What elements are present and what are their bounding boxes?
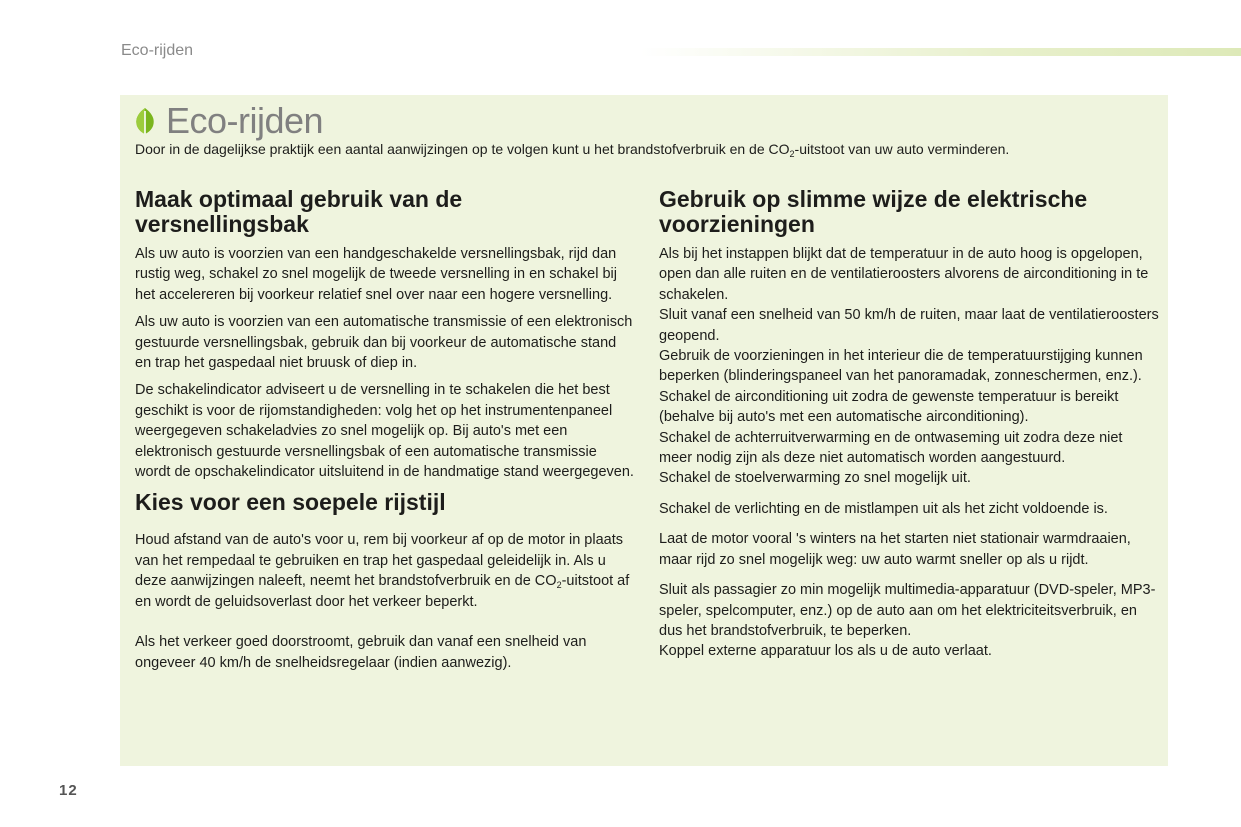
driving-style-text-end: -uitstoot af en wordt de geluidsoverlast door het verkeer beperkt. — [135, 573, 630, 610]
right-column — [659, 187, 1159, 662]
header-gradient-bar — [640, 48, 1241, 56]
electric-paragraph-interior: Gebruik de voorzieningen in het interieur die de temperatuurstijging kunnen beperken (blinderingspaneel van het panoramadak, zonneschermen, enz.). — [659, 348, 1143, 385]
section-header-label: Eco-rijden — [121, 42, 194, 59]
electric-paragraph-disconnect: Koppel externe apparatuur los als u de auto verlaat. — [659, 643, 992, 660]
intro-text — [135, 141, 1155, 158]
gearbox-heading: Maak optimaal gebruik van de versnellingsbak — [135, 186, 463, 237]
gearbox-paragraph-indicator: De schakelindicator adviseert u de versnelling in te schakelen die het best geschikt is voor de rijomstandigheden: volg het op het instrumentenpaneel weergegeven schakeladvies zo snel mogelijk op. Bij auto's met een elektronisch gestuurde versnellingsbak of een automatische transmissie wordt de opschakelindicator uitsluitend in de handmatige stand weergegeven. — [135, 382, 634, 481]
electric-paragraph-lights: Schakel de verlichting en de mistlampen uit als het zicht voldoende is. — [659, 500, 1108, 517]
electric-paragraph-aircon: Schakel de airconditioning uit zodra de gewenste temperatuur is bereikt (behalve bij auto's met een automatische airconditioning). — [659, 388, 1119, 426]
page-number: 12 — [59, 782, 78, 799]
gearbox-paragraph-automatic: Als uw auto is voorzien van een automatische transmissie of een elektronisch gestuurde versnellingsbak, gebruik dan bij voorkeur de automatische stand en trap het gaspedaal niet bruusk of diep in. — [135, 314, 633, 372]
intro-text-end: -uitstoot van uw auto verminderen. — [794, 141, 1010, 157]
content-panel — [120, 95, 1168, 766]
driving-style-heading: Kies voor een soepele rijstijl — [135, 489, 446, 516]
driving-style-co2-subscript: 2 — [556, 580, 562, 591]
gearbox-paragraph-manual: Als uw auto is voorzien van een handgeschakelde versnellingsbak, rijd dan rustig weg, schakel zo snel mogelijk de tweede versnelling in en schakel bij het accelereren bij voorkeur relatief snel over naar een hogere versnelling. — [135, 246, 617, 303]
electric-paragraph-windows: Als bij het instappen blijkt dat de temperatuur in de auto hoog is opgelopen, open dan alle ruiten en de ventilatieroosters alvorens de airconditioning in te schakelen. — [659, 246, 1149, 303]
electric-paragraph-rear-window: Schakel de achterruitverwarming en de ontwaseming uit zodra deze niet meer nodig zijn als deze niet automatisch worden aangestuurd. — [659, 429, 1123, 467]
electric-paragraph-engine-warmup: Laat de motor vooral 's winters na het starten niet stationair warmdraaien, maar rijd zo snel mogelijk weg: uw auto warmt sneller op als u rijdt. — [659, 531, 1131, 568]
intro-text-start: Door in de dagelijkse praktijk een aantal aanwijzingen op te volgen kunt u het brandstofverbruik en de CO — [135, 141, 790, 157]
left-column — [135, 187, 635, 673]
electric-paragraph-speed: Sluit vanaf een snelheid van 50 km/h de ruiten, maar laat de ventilatieroosters geopend. — [659, 307, 1159, 344]
electric-paragraph-multimedia: Sluit als passagier zo min mogelijk multimedia-apparatuur (DVD-speler, MP3-speler, spelcomputer, enz.) op de auto aan om het elektriciteitsverbruik, en dus het brandstofverbruik, te beperken. — [659, 582, 1156, 639]
electric-paragraph-seat-heating: Schakel de stoelverwarming zo snel mogelijk uit. — [659, 470, 971, 487]
title-row — [134, 99, 323, 143]
driving-style-text-start: Houd afstand van de auto's voor u, rem bij voorkeur af op de motor in plaats van het rempedaal te gebruiken en trap het gaspedaal geleidelijk in. Als u deze aanwijzingen naleeft, neemt het brandstofverbruik en de CO — [135, 532, 623, 590]
driving-style-paragraph-distance — [135, 530, 635, 612]
electric-heading: Gebruik op slimme wijze de elektrische voorzieningen — [659, 186, 1088, 237]
driving-style-paragraph-cruise: Als het verkeer goed doorstroomt, gebruik dan vanaf een snelheid van ongeveer 40 km/h de snelheidsregelaar (indien aanwezig). — [135, 634, 587, 671]
page-title: Eco-rijden — [166, 100, 324, 141]
leaf-icon — [134, 107, 156, 135]
intro-co2-subscript: 2 — [789, 149, 795, 159]
